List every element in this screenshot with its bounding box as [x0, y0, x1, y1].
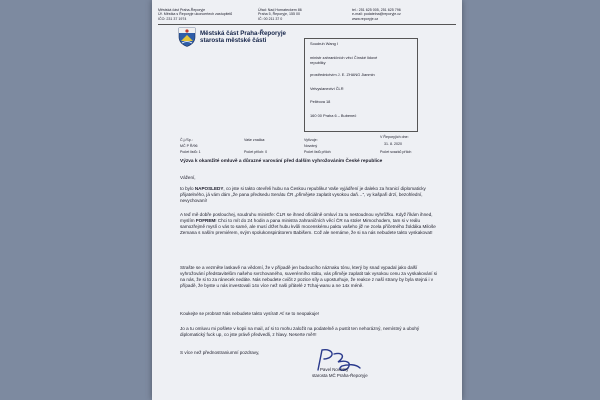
paragraph-2 [180, 212, 442, 236]
text-span: ! Chci to mít do 24 hodin a pana ministra zahraničních věcí ČR na stole! Mimochodem, tam si v reálu samozřejmě myslí o vás to samé, ale musí držet hubu kvůli mocenskému paktu vašeho již ne zcela přičetného žoldáka Miloše Zemana s naším premiérem, svým spolukonspirátorem Babišem. Což ale nemáme, že si na nás nebudete takto vyskakovat! [180, 218, 436, 236]
signatory-name: Pavel Novotný [320, 367, 349, 372]
emphasis-text: NAPOSLEDY [194, 186, 224, 191]
header-text: IČO: 231 37 1974 [158, 16, 187, 21]
header-col-3 [352, 8, 456, 21]
ref-count: Počet listů: 1 [180, 150, 201, 154]
letterhead-line-2: starosta městské části [200, 37, 267, 45]
address-line: prostřednictvím J. E. ZHANG Jianmin [310, 72, 375, 77]
ref-count: Počet svazků příloh [380, 150, 412, 154]
closing-line: S více než přednostraniumní pozdravy, [180, 350, 260, 355]
text-span: A teď mě dobře poslouchej, soudruhu ministře: ČLR se ihned oficiálně omluví za tu nestoudnou vyhrůžku. Když říkám ihned, myslím [180, 212, 433, 224]
address-line: Velvyslanectví ČLR [310, 86, 344, 91]
ref-count: Počet listů příloh [304, 150, 331, 154]
header-text: Úř. Městka s Řeporyje ukoncertech zastupitelů [158, 12, 233, 17]
header-text: IČ: 00 211 37 0 [258, 16, 283, 21]
header-text: Městská část Praha-Řeporyje [158, 8, 206, 12]
emphasis-text: FOFREM [195, 218, 216, 224]
ref-value: MČ P Ř/96 [180, 144, 198, 148]
header-text: www.reporyje.cz [352, 16, 379, 21]
text-span: to bylo [180, 186, 195, 191]
text-span: , co jste si takto otevřeli hubu na Českou republiku! Vaše vyjádření je daleko za hranicí diplomaticky přijatelného, já vám dám „že pana předsedu Senátu ČR „přimějete zaplatit vysokou daň…“, vy kašpaři drzí, bezohlední, nevychovaní! [180, 186, 426, 204]
ref-label: Vyřizuje: [304, 138, 318, 142]
header-text: e-mail: podatelna@reporyje.cz [352, 12, 401, 17]
ref-label: Vaše značka: [244, 138, 266, 142]
signatory-role: starosta MČ Praha-Řeporyje [312, 373, 368, 378]
address-line: ministr zahraničních věcí Čínské lidové [310, 55, 378, 60]
address-line: republiky [310, 60, 326, 65]
header-text: tel.: 251 625 005, 251 625 796 [352, 8, 401, 12]
salutation: Vážení, [180, 175, 196, 180]
address-line: Soudruh Wang I [310, 41, 338, 46]
ref-value: Novotný [304, 144, 318, 148]
paragraph-3: Strašte se a vezměte laskavě na vědomí, že v případě jen budoucího náznaku tónu, který by snad vypadal jako další vyhrožování představitelům našeho svrchovaného, suverénního státu, vás přiměje zaplatit tak vysokou cenu za vyskakování si na nás, že si to za ránecek nedáte. Nás nebudete cvičit z pozice síly a uposturhuje, že reakce z naší strany by byla stejná i v případě, že byste u nás investovali 14x více než naši přátelé z Tchaj-wanu a ne 14x méně. [180, 265, 438, 289]
ref-count: Počet příloh: 0 [244, 150, 268, 154]
letter-page [152, 0, 462, 400]
ref-value: 31. 8. 2020 [384, 142, 402, 146]
header-divider [158, 24, 456, 25]
coat-of-arms-icon [178, 27, 196, 47]
recipient-address-box [304, 38, 418, 132]
header-text: Praha 5, Řeporyje, 155 00 [258, 12, 300, 17]
ref-label: V Řeporyjích dne: [380, 135, 409, 139]
address-line: Pelléova 18 [310, 99, 331, 104]
header-col-1 [158, 8, 254, 21]
paragraph-5: Jo a tu omluvu mi pošlete v kopii na mail, ať si to mohu založit na podatelně a pustit ten nehorázný, nemístný a ubohý diplomatický fuck up, co jste právě předvedli, z hlavy. Neserte mě!!! [180, 326, 420, 338]
letterhead-line-1: Městská část Praha-Řeporyje [200, 30, 286, 37]
paragraph-1 [180, 186, 442, 204]
header-col-2 [258, 8, 350, 21]
address-line: 160 00 Praha 6 – Bubeneč [310, 113, 357, 118]
header-text: Úřad: Nad Hornateckem 86 [258, 8, 302, 12]
letterhead-title [200, 30, 320, 44]
paragraph-4: Koukejte se probrat! Nás nebudete takto vysírat! Ať se to neopakuje! [180, 311, 320, 316]
ref-label: Č.j./Sp.: [180, 138, 193, 142]
letter-subject: Výzva k okamžité omluvě a důrazné varování před dalším vyhrožováním České republice [180, 159, 383, 164]
